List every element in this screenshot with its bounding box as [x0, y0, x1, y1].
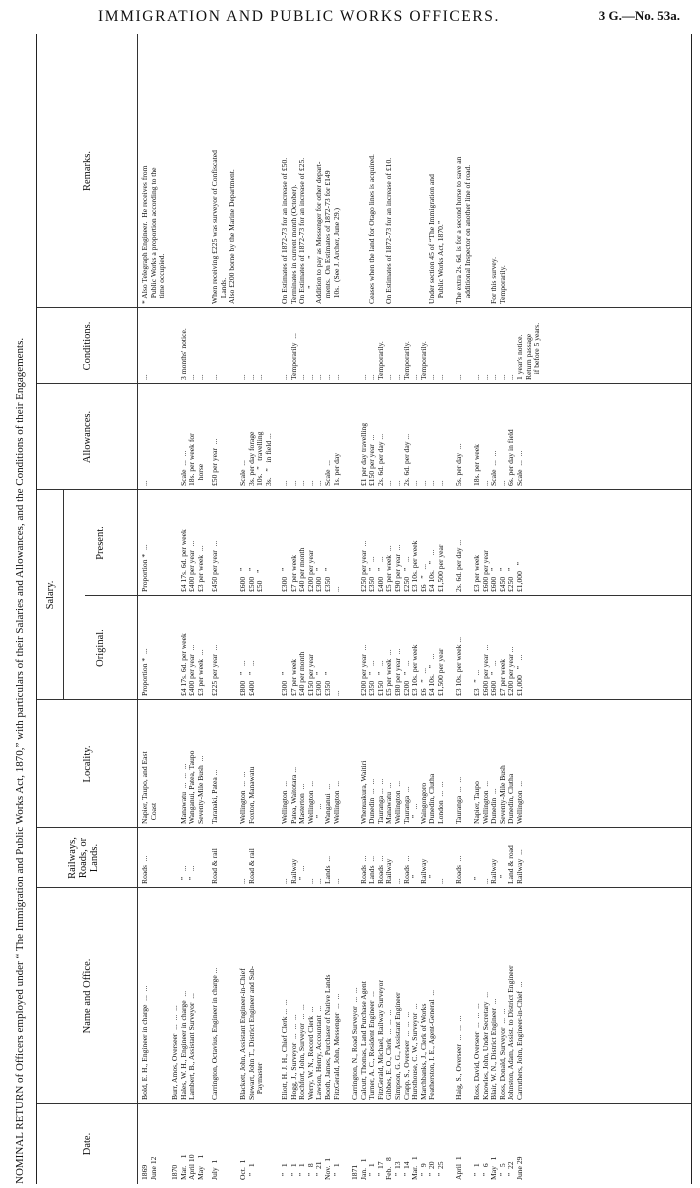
cell-date: 1869 June 12	[140, 1156, 158, 1180]
cell-present: 2s. 6d. per day ...	[454, 539, 463, 592]
page-reference: 3 G.—No. 53a.	[598, 8, 680, 23]
cell-date: July 1	[210, 1159, 219, 1180]
cell-rail: ” ... Railway ” Land & road Railway ...	[472, 845, 524, 884]
cell-locality: Wellington ... Patea, Waitotara ... Masterton ... Wellington ... ” ... Wanganui ... Wellington ...	[280, 766, 341, 824]
cell-allowances: £50 per year ...	[210, 438, 219, 486]
col-original-header: Original.	[95, 629, 106, 667]
cell-name: Ross, David, Overseer ... ... ... Knowles, John, Under Secretary ... Blair, W. N., District Engineer ... Ross, Donald, Surveyor ... ... Johnston, Adam, Assist. to District Engineer Carruthers, John, Engineer-in-Chief ...	[472, 965, 524, 1100]
col-remarks-header: Remarks.	[82, 151, 93, 191]
cell-allowances: 18s. per week ... Scale ... ... ... 6s. per day in field Scale ... ...	[472, 429, 524, 486]
cell-present: Proportion * ...	[140, 544, 149, 592]
cell-rail: Road & rail	[210, 848, 219, 884]
cell-original: £225 per year ...	[210, 644, 219, 696]
page-header	[0, 8, 700, 36]
cell-original: £3 ” ... £600 per year ... £600 ” ... £7 per week £200 per year ... £1,000 ” ...	[472, 644, 524, 696]
cell-name: Blackett, John, Assistant Engineer-in-Chief Stewart, John T., District Engineer and Sub- Paymaster	[238, 965, 265, 1100]
cell-date: Oct. 1 ” 1	[238, 1159, 256, 1180]
cell-conditions: ...	[454, 374, 463, 380]
cell-remarks: For this survey. Temporarily.	[489, 257, 507, 304]
cell-allowances: £1 per day travelling £150 per year ... 2s. 6d. per day ... ... ... 2s. 6d. per day ... ... ... ... ...	[358, 422, 445, 486]
cell-conditions: ... ... ...	[238, 374, 265, 380]
cell-remarks: On Estimates of 1872-73 for an increase of £50. Terminates in current month (October). On Estimates of 1872-73 for an increase of £25. ” ” Addition to pay as Messenger for other depart- ments. On Estimates of 1872-73 for £149 10s. (See J. Archer, June 29.)	[280, 157, 341, 304]
nominal-return-table	[36, 34, 692, 1184]
cell-name: Carrington, Octavius, Engineer in charge ...	[210, 967, 219, 1100]
cell-allowances: ...	[140, 480, 149, 486]
cell-date: 1871 Jan. 1 ” 1 ” 17 Feb. 8 ” 13 ” 14 Mar. 1 ” 9 ” 20 ” 25	[350, 1156, 445, 1180]
cell-present: £300 ” £7 per week £40 per month £200 per year £300 ” £350 ” ...	[280, 547, 341, 592]
cell-locality: Taranaki, Patea ...	[210, 769, 219, 824]
cell-remarks: Ceases when the land for Otago lines is acquired. On Estimates of 1872-73 for an increase of £10. Under section 45 of “The Immigration and Public Works Act, 1870.”	[367, 154, 445, 304]
cell-name: Eliott, H. J. H., Chief Clerk ... ... Hogg, J., Surveyor ... ... ... Rochfort, John, Surveyor ... ... Werry, W. N., Record Clerk ... Lawson, Henry, Accountant ... Booth, James, Purchaser of Native Lands FitzGerald, John, Messenger ... ...	[280, 974, 341, 1100]
col-date-header: Date.	[82, 1132, 93, 1156]
col-name-header: Name and Office.	[82, 958, 93, 1034]
cell-locality: Napier, Taupo Wellington ... Dunedin ... Seventy-Mile Bush Dunedin, Clutha Wellington ...	[472, 765, 524, 824]
cell-rail: ... Road & rail	[238, 848, 256, 884]
cell-date: ” 1 ” 1 ” 1 ” 8 ” 21 Nov. 1 ” 1	[280, 1157, 341, 1180]
cell-present: £4 17s. 6d. per week £400 per year ... £3 per week ...	[178, 529, 205, 592]
cell-name: Carrington, N., Road Surveyor ... ... Calcutt, Thomas, Land Purchase Agent Turner, A. C., Resident Engineer ... FitzGerald, Michael, Railway Surveyor Gibbes, E. O., Clerk ... ... ... Simpson, G. G., Assistant Engineer Crapp, S., Overseer ... ... ... Hursthouse, C. W., Surveyor ... Marchbanks, J., Clerk of Works Featherston, I. E., Agent-General ...	[350, 980, 437, 1100]
cell-present: £600 ” £500 ” £50 ”	[238, 567, 265, 592]
col-locality-header: Locality.	[82, 745, 93, 783]
cell-allowances: 5s. per day ...	[454, 443, 463, 486]
rotated-table-block	[14, 34, 694, 1184]
cell-locality: Tauranga ... ...	[454, 776, 463, 824]
col-present-header: Present.	[95, 526, 106, 560]
cell-remarks: * Also Telegraph Engineer. He receives from Public Works a proportion according to the time occupied.	[140, 165, 167, 304]
cell-rail: ” ... ” ...	[178, 865, 197, 881]
col-conditions-header: Conditions.	[82, 321, 93, 371]
cell-original: £4 17s. 6d. per week £400 per year ... £3 per week ...	[178, 633, 205, 696]
page-title: IMMIGRATION AND PUBLIC WORKS OFFICERS.	[98, 8, 500, 25]
cell-date: ” 1 ” 6 May 1 ” 5 ” 22 June 29	[472, 1156, 524, 1180]
cell-remarks: The extra 2s. 6d. is for a second horse to save an additional Inspector on another line of road.	[454, 156, 472, 304]
cell-conditions: ... Temporarily ... ... ... ... ... ...	[280, 333, 341, 380]
table-caption: NOMINAL RETURN of Officers employed under “ The Immigration and Public Works Act, 1870,” with particulars of their Salaries and Allowances, and the Conditions of their Engagements.	[14, 337, 26, 1184]
cell-present: £250 per year ... £350 ” ... £400 ” ... £5 per week ... £90 per year ... £250 ” ... £3 10s. per week £6 ” ... £4 10s. ” ... £1,500 per year	[358, 540, 445, 592]
cell-original: £200 per year ... £350 ” ... £150 ” ... £5 per week ... £80 per year ... £200 ” ... £3 10s. per week £6 ” ... £4 10s. ” ... £1,500 per year	[358, 644, 445, 696]
cell-locality: Napier, Taupo, and East Coast	[140, 751, 158, 824]
col-allowances-header: Allowances.	[82, 410, 93, 464]
cell-present: £450 per year ...	[210, 540, 219, 592]
cell-present: £3 per week £600 per year £600 ” £450 ” £250 ” £1,000 ”	[472, 550, 524, 592]
cell-name: Haig, S., Overseer ... ... ...	[454, 1015, 463, 1100]
cell-rail: ... Railway ” ... ... ... Lands ... ...	[280, 855, 341, 884]
cell-name: Burr, Amos, Overseer ... ... ... Hales, W. H., Engineer in charge ... Lambert, B., Assistant Surveyor ...	[170, 990, 197, 1100]
cell-locality: Whenuakura, Waitiri Dunedin ... ... Tauranga ... ... Manawatu ... Wellington ... Tauranga ... ” ... Waingongoro Dunedin, Clutha London ... ...	[358, 760, 445, 824]
cell-allowances: ... ... ... ... ... Scale ... 1s. per day	[280, 452, 341, 486]
cell-date: 1870 Mar. 1 April 10 May 1	[170, 1154, 205, 1180]
cell-name: Bold, E. H., Engineer in charge ... ...	[140, 985, 149, 1100]
cell-original: £300 ” £7 per week £40 per month £150 per year £300 ” £350 ” ...	[280, 651, 341, 696]
cell-remarks: When receiving £225 was surveyor of Confiscated Lands. Also £200 borne by the Marine Department.	[210, 150, 237, 304]
cell-rail: Roads ... Lands ... Roads ... Railway ... Roads ... ” Railway ” ...	[358, 855, 445, 884]
cell-original: Proportion * ...	[140, 648, 149, 696]
cell-locality: Wellington ... ... Foxton, Manawatu	[238, 766, 256, 824]
cell-original: £800 ” ... £400 ” ...	[238, 660, 256, 696]
cell-conditions: ... ... ... ... ... 1 year's notice. Return passage if before 5 years.	[472, 322, 542, 380]
cell-conditions: ... ... Temporarily. ... ... Temporarily. ... Temporarily. ... ...	[358, 341, 445, 380]
cell-conditions: ...	[210, 374, 219, 380]
col-railways-header: Railways, Roads, or Lands.	[67, 837, 100, 879]
cell-original: £3 10s. per week ...	[454, 636, 463, 696]
cell-allowances: Scale ... 3s. per day forage 10s. ” travelling 3s. ” in field ...	[238, 431, 273, 486]
cell-conditions: ...	[140, 374, 149, 380]
cell-conditions: 3 months' notice. ... ...	[178, 328, 205, 380]
cell-rail: Roads ...	[140, 855, 149, 884]
col-salary-header: Salary.	[45, 580, 56, 610]
cell-locality: Manawatu ... ... ... Wanganui, Patea, Taupo Seventy-Mile Bush ...	[178, 750, 205, 824]
cell-date: April 1	[454, 1156, 463, 1180]
cell-rail: Roads ...	[454, 855, 463, 884]
cell-allowances: Scale ... ... 18s. per week for horse	[178, 433, 205, 486]
